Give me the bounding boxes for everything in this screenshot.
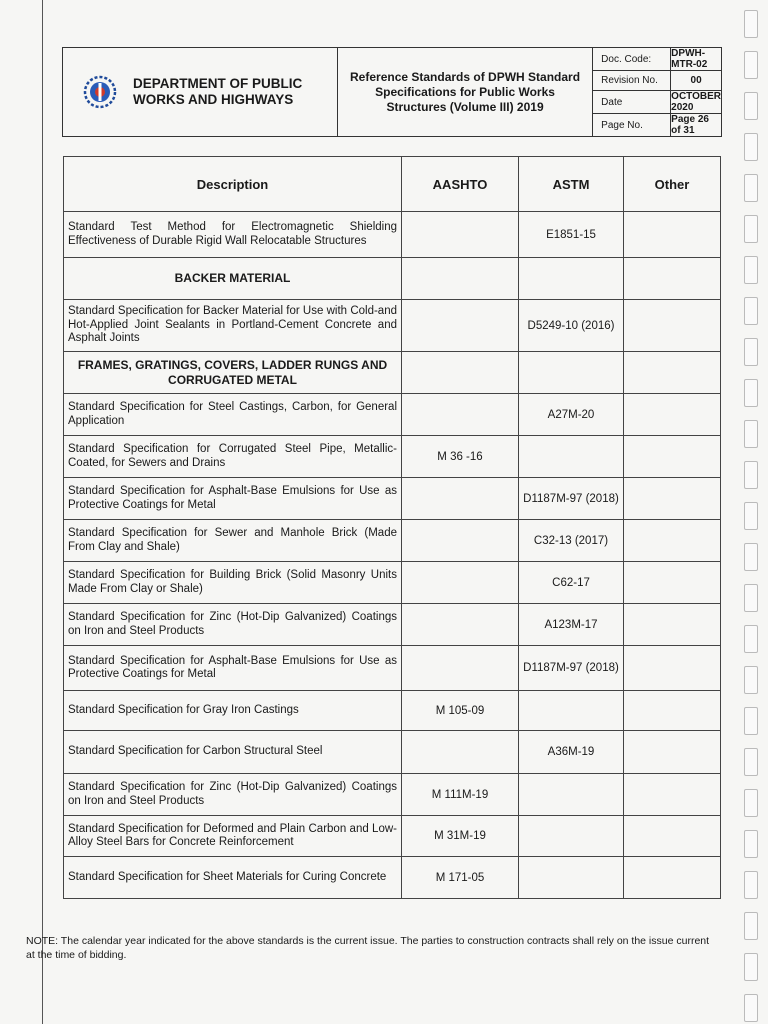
- binder-ring: [744, 666, 758, 694]
- binder-ring: [744, 789, 758, 817]
- binder-rings: [744, 0, 764, 1024]
- binder-ring: [744, 256, 758, 284]
- cell-astm: C32-13 (2017): [519, 520, 624, 562]
- section-heading: FRAMES, GRATINGS, COVERS, LADDER RUNGS AND CORRUGATED METAL: [64, 352, 402, 394]
- binder-margin-line: [42, 0, 43, 1024]
- meta-date: [593, 91, 721, 114]
- cell-aashto: [402, 562, 519, 604]
- cell-astm: [519, 857, 624, 899]
- cell-aashto: [402, 731, 519, 774]
- cell-description: Standard Specification for Sewer and Manhole Brick (Made From Clay and Shale): [64, 520, 402, 562]
- cell-other: [624, 691, 721, 731]
- cell-description: Standard Specification for Gray Iron Castings: [64, 691, 402, 731]
- binder-ring: [744, 830, 758, 858]
- cell-aashto: M 31M-19: [402, 816, 519, 857]
- cell-aashto: [402, 300, 519, 352]
- cell-aashto: [402, 478, 519, 520]
- cell-description: Standard Specification for Zinc (Hot-Dip Galvanized) Coatings on Iron and Steel Products: [64, 604, 402, 646]
- table-row: [64, 520, 721, 562]
- table-row: [64, 436, 721, 478]
- cell-description: Standard Specification for Zinc (Hot-Dip Galvanized) Coatings on Iron and Steel Products: [64, 774, 402, 816]
- department-name-line1: DEPARTMENT OF PUBLIC: [133, 76, 303, 91]
- department-name-line2: WORKS AND HIGHWAYS: [133, 92, 294, 107]
- cell-other: [624, 604, 721, 646]
- binder-ring: [744, 953, 758, 981]
- cell-astm: C62-17: [519, 562, 624, 604]
- cell-aashto: M 105-09: [402, 691, 519, 731]
- cell-astm: A123M-17: [519, 604, 624, 646]
- cell-description: Standard Specification for Backer Material for Use with Cold-and Hot-Applied Joint Sealants in Portland-Cement Concrete and Asphalt Joints: [64, 300, 402, 352]
- binder-ring: [744, 420, 758, 448]
- cell-description: Standard Specification for Carbon Structural Steel: [64, 731, 402, 774]
- section-heading: BACKER MATERIAL: [64, 258, 402, 300]
- cell-description: Standard Specification for Steel Castings, Carbon, for General Application: [64, 394, 402, 436]
- cell-other: [624, 520, 721, 562]
- binder-ring: [744, 543, 758, 571]
- cell-aashto: [402, 646, 519, 691]
- cell-astm: D1187M-97 (2018): [519, 478, 624, 520]
- binder-ring: [744, 92, 758, 120]
- dpwh-logo-icon: [83, 75, 117, 109]
- meta-page: [593, 114, 721, 136]
- binder-ring: [744, 994, 758, 1022]
- document-meta: [593, 48, 721, 136]
- cell-astm: [519, 436, 624, 478]
- binder-ring: [744, 502, 758, 530]
- cell-other: [624, 562, 721, 604]
- cell-description: Standard Specification for Deformed and Plain Carbon and Low-Alloy Steel Bars for Concrete Reinforcement: [64, 816, 402, 857]
- cell-aashto: M 171-05: [402, 857, 519, 899]
- binder-ring: [744, 912, 758, 940]
- meta-value: DPWH-MTR-02: [671, 48, 708, 70]
- meta-value: 00: [690, 75, 702, 86]
- cell-aashto: [402, 604, 519, 646]
- cell-astm: E1851-15: [519, 212, 624, 258]
- document-title: Reference Standards of DPWH Standard Specifications for Public Works Structures (Volume III) 2019: [338, 48, 593, 136]
- cell-description: Standard Specification for Asphalt-Base Emulsions for Use as Protective Coatings for Metal: [64, 646, 402, 691]
- header-department: [63, 48, 338, 136]
- table-row: [64, 562, 721, 604]
- cell-other: [624, 774, 721, 816]
- table-row: [64, 646, 721, 691]
- table-row: [64, 604, 721, 646]
- binder-ring: [744, 625, 758, 653]
- binder-ring: [744, 297, 758, 325]
- meta-value: Page 26 of 31: [671, 114, 709, 136]
- binder-ring: [744, 707, 758, 735]
- cell-other: [624, 212, 721, 258]
- cell-astm: [519, 774, 624, 816]
- col-header-description: Description: [64, 157, 402, 212]
- cell-other: [624, 646, 721, 691]
- table-row: [64, 774, 721, 816]
- document-header: [62, 47, 722, 137]
- table-row: [64, 857, 721, 899]
- binder-ring: [744, 174, 758, 202]
- cell-other: [624, 436, 721, 478]
- table-row: [64, 478, 721, 520]
- department-name: [133, 76, 302, 108]
- cell-astm: [519, 691, 624, 731]
- table-row: [64, 300, 721, 352]
- section-row: [64, 258, 721, 300]
- meta-label: Page No.: [593, 114, 671, 136]
- cell-other: [624, 857, 721, 899]
- cell-description: Standard Specification for Corrugated Steel Pipe, Metallic-Coated, for Sewers and Drains: [64, 436, 402, 478]
- binder-ring: [744, 338, 758, 366]
- table-row: [64, 816, 721, 857]
- cell-astm: D5249-10 (2016): [519, 300, 624, 352]
- cell-aashto: M 111M-19: [402, 774, 519, 816]
- cell-astm: A27M-20: [519, 394, 624, 436]
- cell-other: [624, 394, 721, 436]
- binder-ring: [744, 10, 758, 38]
- table-row: [64, 691, 721, 731]
- table-row: [64, 394, 721, 436]
- binder-ring: [744, 379, 758, 407]
- table-header-row: [64, 157, 721, 212]
- cell-aashto: [402, 520, 519, 562]
- table-row: [64, 212, 721, 258]
- cell-astm: A36M-19: [519, 731, 624, 774]
- cell-description: Standard Test Method for Electromagnetic Shielding Effectiveness of Durable Rigid Wall Relocatable Structures: [64, 212, 402, 258]
- cell-other: [624, 478, 721, 520]
- cell-other: [624, 816, 721, 857]
- col-header-aashto: AASHTO: [402, 157, 519, 212]
- cell-other: [624, 731, 721, 774]
- meta-label: Revision No.: [593, 71, 671, 90]
- cell-aashto: [402, 394, 519, 436]
- meta-doc-code: [593, 48, 721, 71]
- binder-ring: [744, 584, 758, 612]
- cell-description: Standard Specification for Sheet Materials for Curing Concrete: [64, 857, 402, 899]
- standards-table: [63, 156, 721, 899]
- binder-ring: [744, 748, 758, 776]
- table-row: [64, 731, 721, 774]
- cell-description: Standard Specification for Building Brick (Solid Masonry Units Made From Clay or Shale): [64, 562, 402, 604]
- col-header-astm: ASTM: [519, 157, 624, 212]
- binder-ring: [744, 461, 758, 489]
- footnote: NOTE: The calendar year indicated for the above standards is the current issue. The parties to construction contracts shall rely on the issue current at the time of bidding.: [26, 935, 710, 961]
- cell-aashto: M 36 -16: [402, 436, 519, 478]
- section-row: [64, 352, 721, 394]
- cell-description: Standard Specification for Asphalt-Base Emulsions for Use as Protective Coatings for Metal: [64, 478, 402, 520]
- cell-aashto: [402, 212, 519, 258]
- cell-astm: [519, 816, 624, 857]
- binder-ring: [744, 215, 758, 243]
- binder-ring: [744, 133, 758, 161]
- meta-revision: [593, 71, 721, 91]
- meta-label: Doc. Code:: [593, 48, 671, 70]
- binder-ring: [744, 51, 758, 79]
- cell-astm: D1187M-97 (2018): [519, 646, 624, 691]
- meta-label: Date: [593, 91, 671, 113]
- col-header-other: Other: [624, 157, 721, 212]
- meta-value: OCTOBER 2020: [671, 91, 721, 113]
- cell-other: [624, 300, 721, 352]
- binder-ring: [744, 871, 758, 899]
